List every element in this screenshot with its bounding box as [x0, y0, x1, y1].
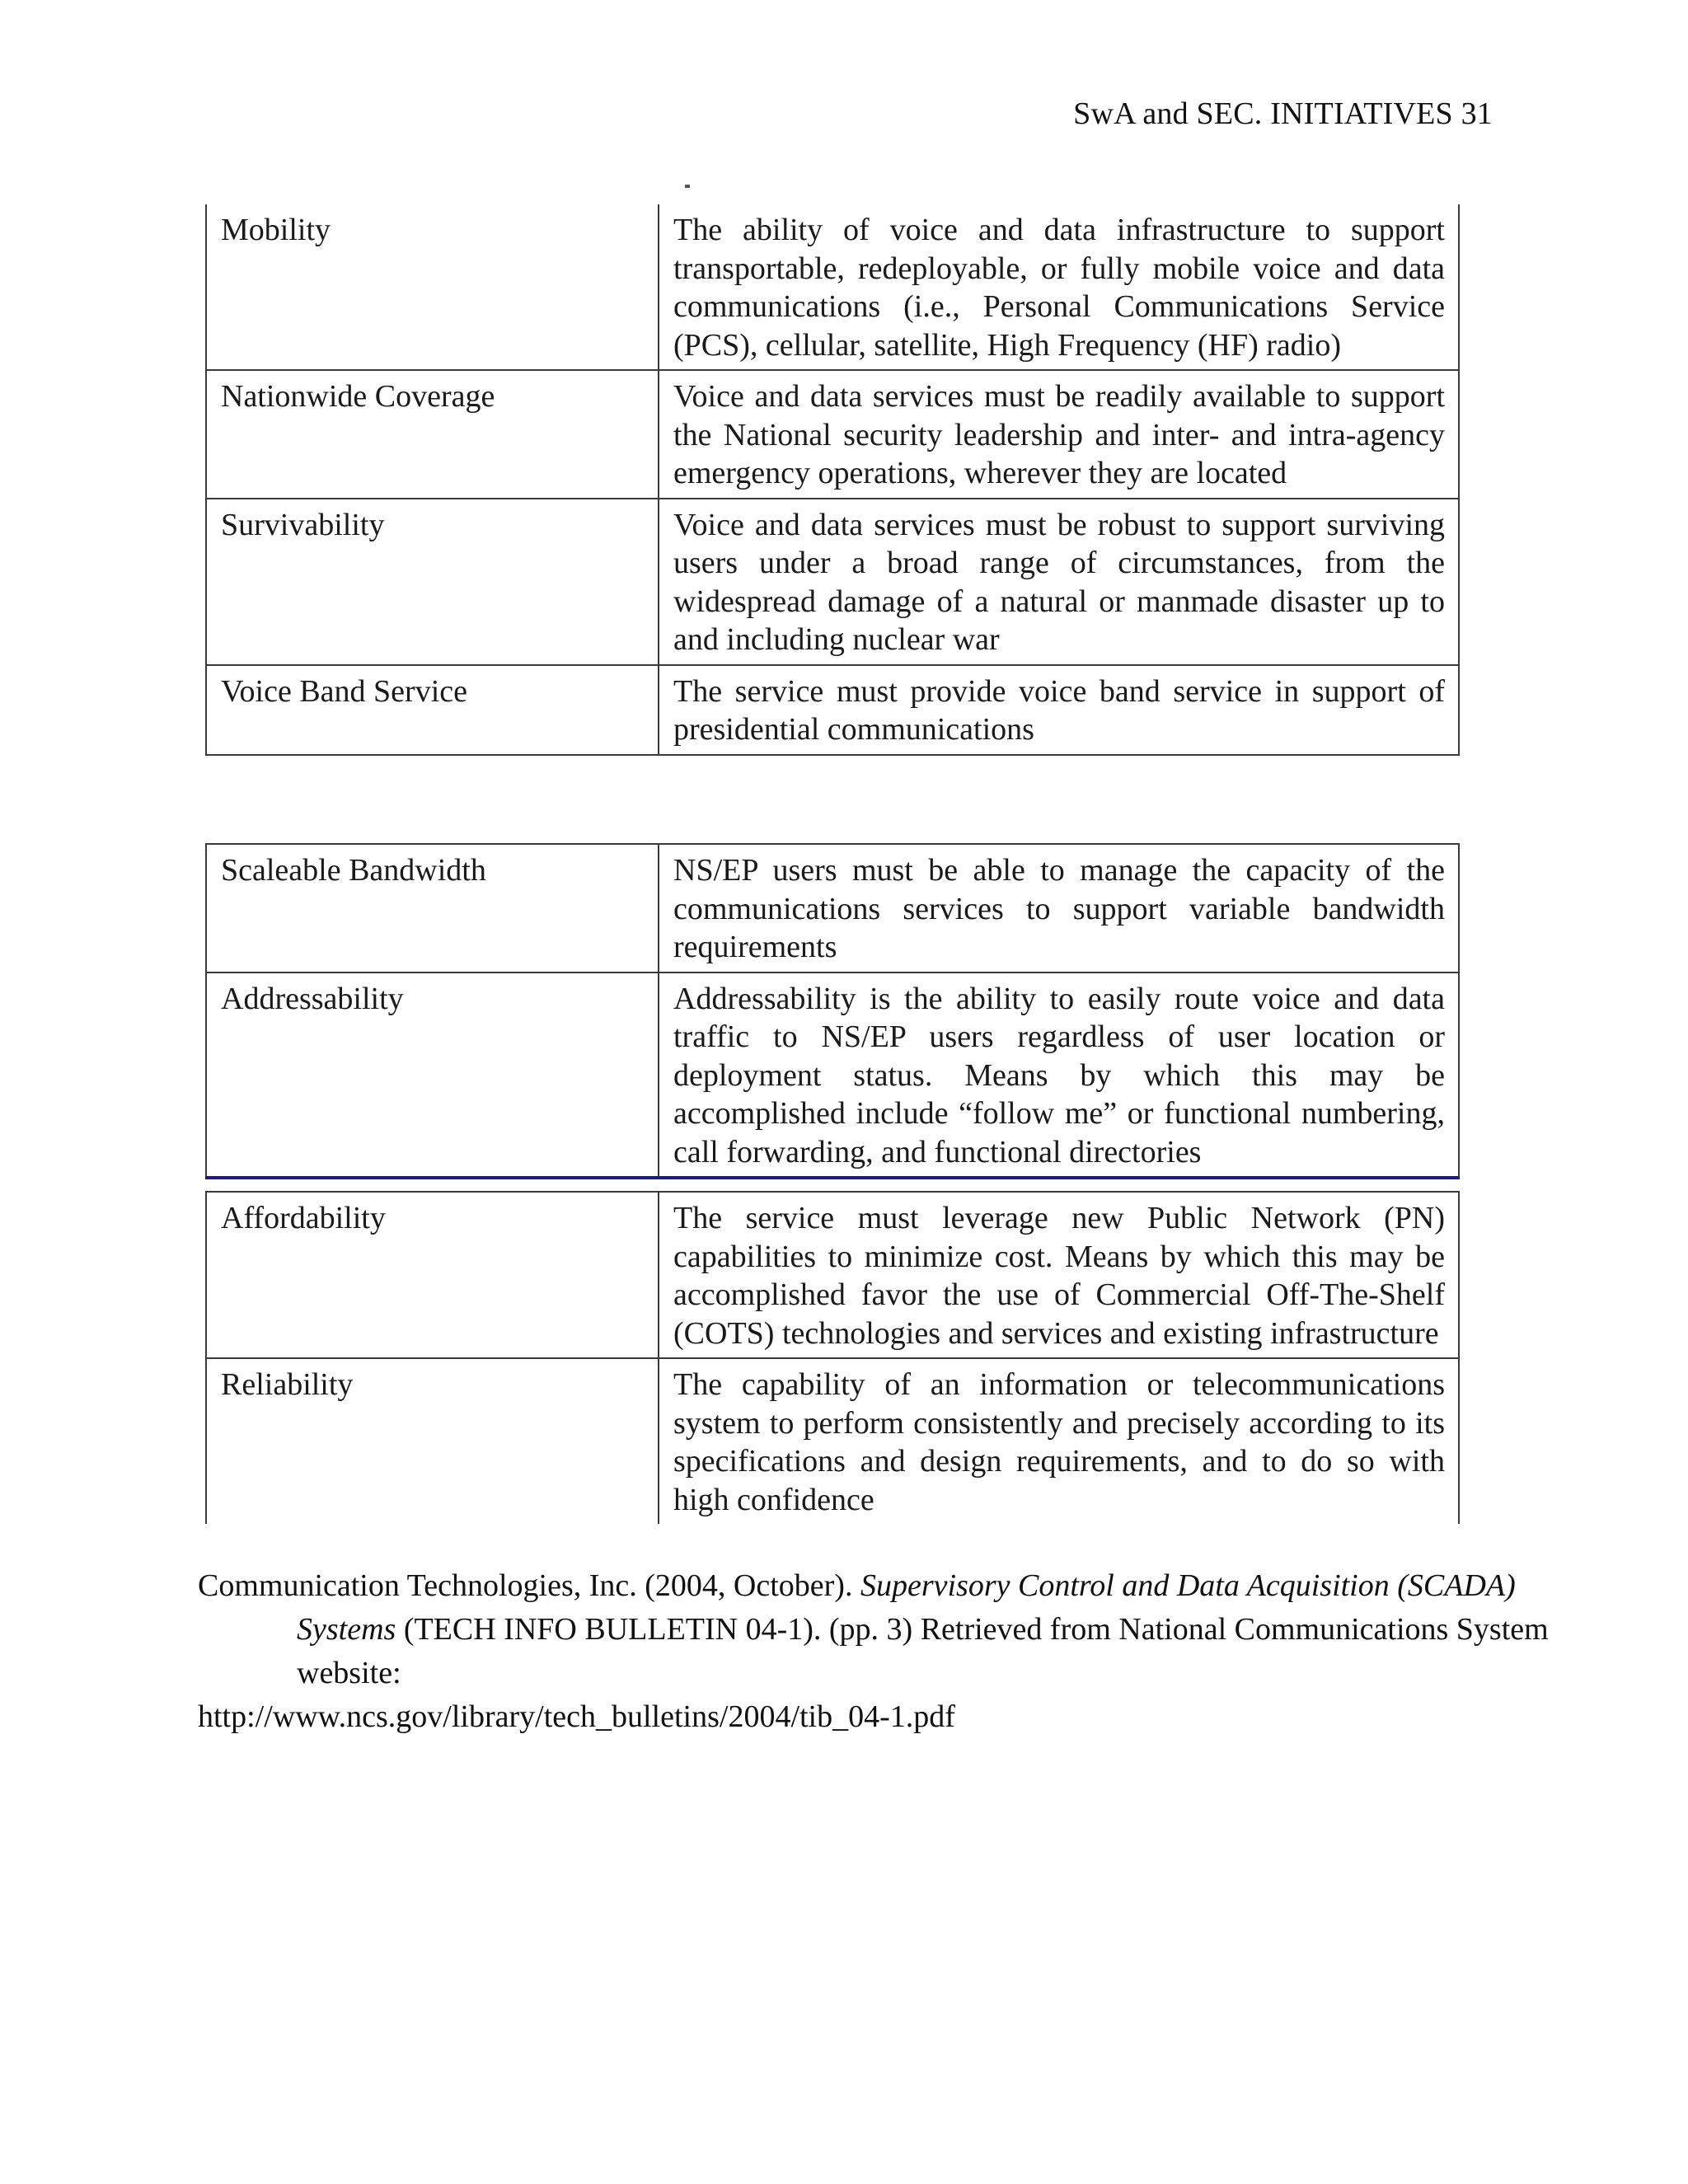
- table-row: [206, 972, 1459, 1179]
- reference-title: Supervisory Control and Data Acquisition (SCADA) Systems: [297, 1568, 1516, 1647]
- definition-cell: The service must leverage new Public Network (PN) capabilities to minimize cost. Means by which this may be accomplished favor the use of Commercial Off-The-Shelf (COTS) technologies and services and existing infrastructure: [659, 1192, 1459, 1358]
- term-cell: Addressability: [206, 972, 659, 1179]
- table-row: [206, 1192, 1459, 1358]
- table-row: [206, 665, 1459, 755]
- term-cell: Reliability: [206, 1358, 659, 1524]
- reference-author-date: Communication Technologies, Inc. (2004, October).: [198, 1568, 860, 1603]
- definition-cell: The capability of an information or telecommunications system to perform consistently and precisely according to its specifications and design requirements, and to do so with high confidence: [659, 1358, 1459, 1524]
- requirements-table-fragment-3: [205, 1191, 1460, 1524]
- reference-details: (TECH INFO BULLETIN 04-1). (pp. 3) Retrieved from National Communications System website:: [297, 1612, 1549, 1690]
- table-row: [206, 844, 1459, 972]
- term-cell: Nationwide Coverage: [206, 370, 659, 499]
- running-head: SwA and SEC. INITIATIVES 31: [1073, 96, 1493, 131]
- term-cell: Voice Band Service: [206, 665, 659, 755]
- table-row: [206, 499, 1459, 665]
- table-row: [206, 1358, 1459, 1524]
- requirements-table-fragment-2: [205, 843, 1460, 1179]
- definition-cell: Addressability is the ability to easily route voice and data traffic to NS/EP users regardless of user location or deployment status. Means by which this may be accomplished include “follow me” or functional numbering, call forwarding, and functional directories: [659, 972, 1459, 1179]
- term-cell: Affordability: [206, 1192, 659, 1358]
- term-cell: Scaleable Bandwidth: [206, 844, 659, 972]
- definition-cell: The service must provide voice band service in support of presidential communications: [659, 665, 1459, 755]
- definition-cell: Voice and data services must be readily available to support the National security leadership and inter- and intra-agency emergency operations, wherever they are located: [659, 370, 1459, 499]
- reference-url[interactable]: http://www.ncs.gov/library/tech_bulletins/2004/tib_04-1.pdf: [198, 1699, 955, 1734]
- table-stub-mark: [685, 185, 690, 188]
- reference-entry: [198, 1564, 1582, 1739]
- term-cell: Survivability: [206, 499, 659, 665]
- definition-cell: NS/EP users must be able to manage the capacity of the communications services to support variable bandwidth requirements: [659, 844, 1459, 972]
- table-row: [206, 204, 1459, 370]
- requirements-table-fragment-1: [205, 204, 1460, 756]
- definition-cell: Voice and data services must be robust to support surviving users under a broad range of circumstances, from the widespread damage of a natural or manmade disaster up to and including nuclear war: [659, 499, 1459, 665]
- table-row: [206, 370, 1459, 499]
- definition-cell: The ability of voice and data infrastructure to support transportable, redeployable, or fully mobile voice and data communications (i.e., Personal Communications Service (PCS), cellular, satellite, High Frequency (HF) radio): [659, 204, 1459, 370]
- term-cell: Mobility: [206, 204, 659, 370]
